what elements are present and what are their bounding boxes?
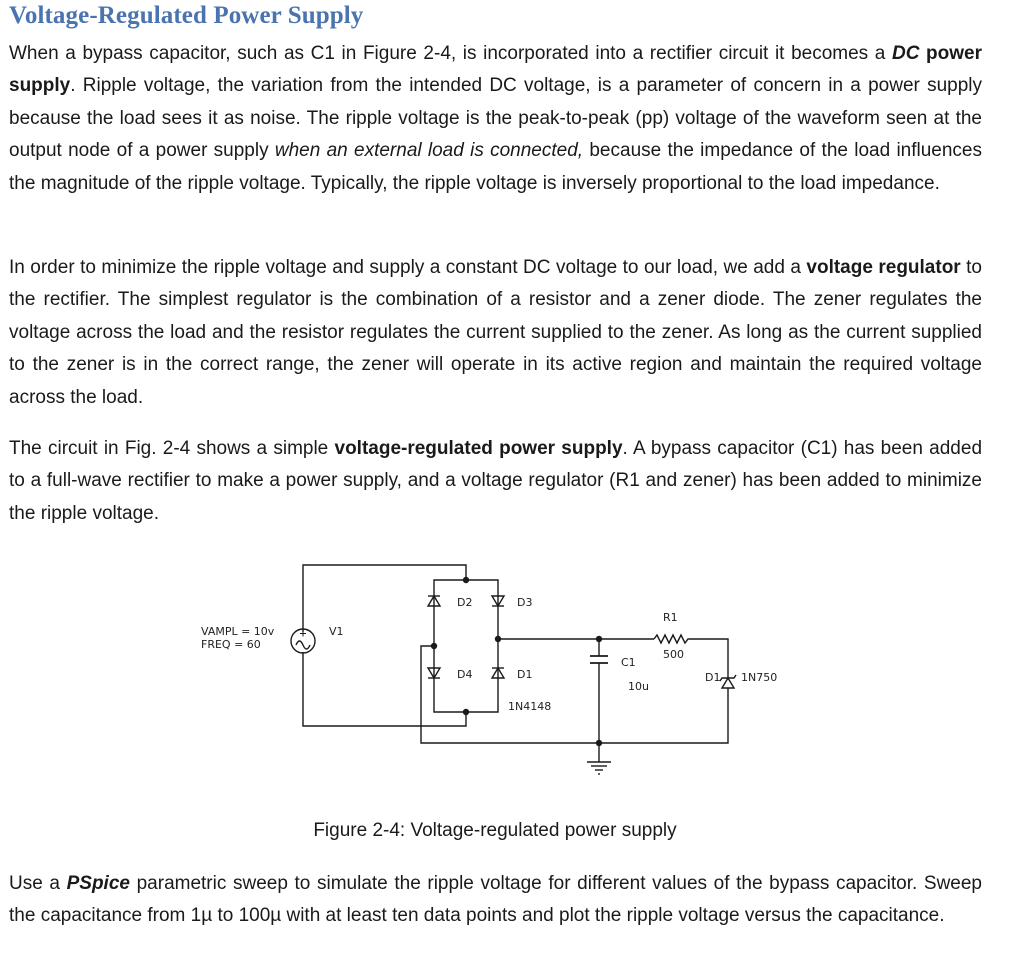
- emphasis-load: when an external load is connected,: [274, 140, 584, 162]
- circuit-diagram: [0, 540, 1024, 780]
- label-c1: C1: [621, 656, 636, 669]
- strong-voltage-regulator: voltage regulator: [806, 257, 961, 278]
- text: The circuit in Fig. 2-4 shows a simple: [9, 438, 335, 459]
- zener-diode: [720, 668, 736, 688]
- text: In order to minimize the ripple voltage and supply a constant DC voltage to our load, we add a: [9, 257, 807, 278]
- label-d2: D2: [457, 596, 473, 609]
- text: . Ripple voltage, the variation from the intended DC voltage, is a parameter of concern in a power supply because the load sees it as noise. The ripple voltage is the peak-to-peak (pp) voltage of the waveform seen at the output node of a power supply: [9, 75, 982, 162]
- circuit-wires: [303, 565, 728, 762]
- label-diode-model: 1N4148: [508, 700, 552, 713]
- voltage-source-symbol: [291, 629, 315, 653]
- paragraph-task: [9, 868, 982, 933]
- section-heading: Voltage-Regulated Power Supply: [9, 2, 364, 29]
- label-zener: D1: [705, 671, 721, 684]
- label-vampl: VAMPL = 10v: [201, 625, 275, 638]
- strong-regulated-supply: voltage-regulated power supply: [334, 438, 623, 459]
- label-d4: D4: [457, 668, 473, 681]
- paragraph-circuit: [9, 433, 982, 530]
- text: . A bypass capacitor (C1) has been added to a full-wave rectifier to make a power supply, and a voltage regulator (R1 and zener) has been added to minimize the ripple voltage.: [9, 438, 983, 524]
- label-freq: FREQ = 60: [201, 638, 261, 651]
- resistor-r1: [654, 635, 690, 643]
- text: to the rectifier. The simplest regulator is the combination of a resistor and a zener diode. The zener regulates the voltage across the load and the resistor regulates the current supplied to the zener. As long as the current supplied to the zener is in the correct range, the zener will operate in its active region and maintain the required voltage across the load.: [9, 257, 982, 408]
- emphasis-dc: DC: [891, 43, 920, 64]
- label-r1: R1: [663, 611, 678, 624]
- label-zener-model: 1N750: [741, 671, 778, 684]
- label-d3: D3: [517, 596, 533, 609]
- ground-symbol: [587, 762, 611, 774]
- text: When a bypass capacitor, such as C1 in Figure 2-4, is incorporated into a rectifier circuit it becomes a: [9, 43, 892, 64]
- paragraph-regulator: [9, 252, 982, 414]
- emphasis-pspice: PSpice: [66, 873, 130, 894]
- strong-power-supply: power supply: [9, 43, 982, 97]
- label-v1: V1: [329, 625, 344, 638]
- paragraph-ripple: [9, 38, 982, 200]
- label-d1: D1: [517, 668, 533, 681]
- figure-caption: Figure 2-4: Voltage-regulated power supply: [313, 820, 677, 841]
- text: Use a: [9, 873, 67, 894]
- label-r1-value: 500: [663, 648, 684, 661]
- text: parametric sweep to simulate the ripple voltage for different values of the bypass capacitor. Sweep the capacitance from 1µ to 100µ with at least ten data points and plot the ripple voltage versus the capacitance.: [9, 873, 982, 927]
- capacitor-c1: [590, 656, 608, 663]
- label-c1-value: 10u: [628, 680, 649, 693]
- text: because the impedance of the load influences the magnitude of the ripple voltage. Typically, the ripple voltage is inversely proportional to the load impedance.: [9, 140, 982, 194]
